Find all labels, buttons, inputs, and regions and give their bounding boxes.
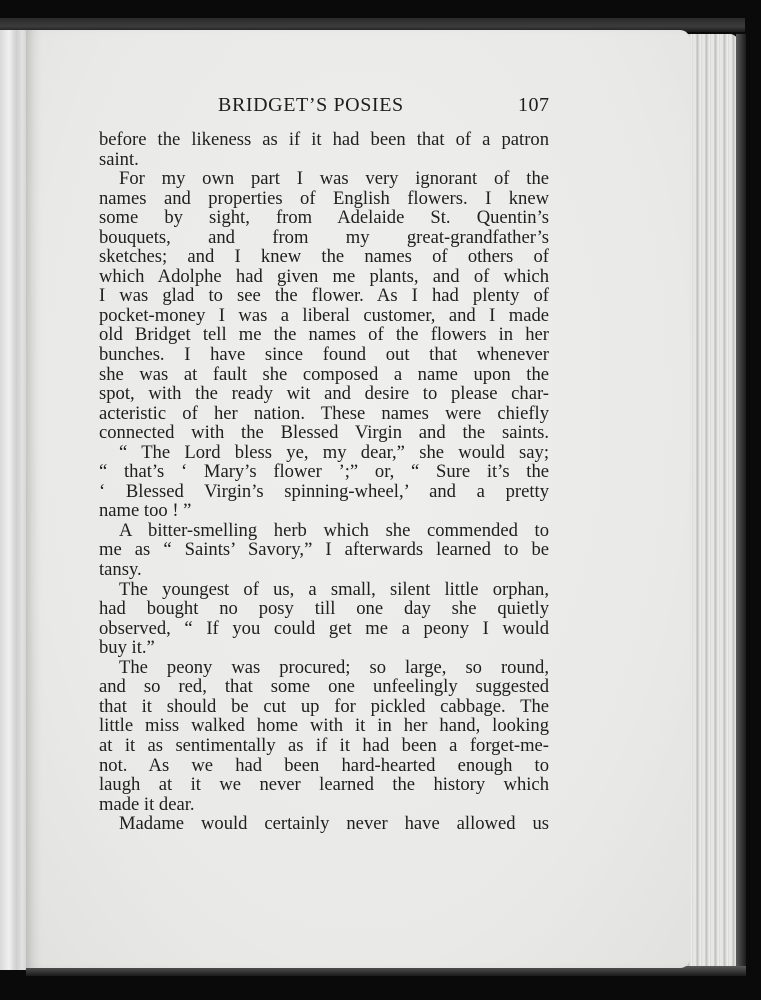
text-line: which Adolphe had given me plants, and of which [99,265,549,287]
text-line: at it as sentimentally as if it had been a forget-me- [99,734,549,756]
text-line: not. As we had been hard-hearted enough to [99,754,549,776]
text-line: old Bridget tell me the names of the flowers in her [99,324,549,346]
text-line: name too ! ” [99,500,192,522]
text-line: bouquets, and from my great-grandfather’s [99,226,549,248]
text-line: tansy. [99,559,142,581]
running-head [0,94,761,118]
text-line: names and properties of English flowers. I knew [99,187,549,209]
text-line: connected with the Blessed Virgin and the saints. [99,422,549,444]
text-line: had bought no posy till one day she quietly [99,598,549,620]
text-line: For my own part I was very ignorant of the [119,168,549,190]
text-line: A bitter-smelling herb which she commended to [119,519,549,541]
text-line: bunches. I have since found out that whenever [99,344,549,366]
text-line: buy it.” [99,637,155,659]
text-line: some by sight, from Adelaide St. Quentin’s [99,207,549,229]
text-line: I was glad to see the flower. As I had plenty of [99,285,549,307]
running-title: BRIDGET’S POSIES [218,94,404,116]
text-line: pocket-money I was a liberal customer, and I made [99,304,549,326]
text-line: me as “ Saints’ Savory,” I afterwards learned to be [99,539,549,561]
text-line: and so red, that some one unfeelingly suggested [99,676,549,698]
text-line: The peony was procured; so large, so round, [119,656,549,678]
text-line: “ that’s ‘ Mary’s flower ’;” or, “ Sure it’s the [99,461,549,483]
text-line: saint. [99,148,139,170]
text-line: little miss walked home with it in her hand, looking [99,715,549,737]
text-line: acteristic of her nation. These names were chiefly [99,402,549,424]
text-line: Madame would certainly never have allowed us [119,813,549,835]
text-line: ‘ Blessed Virgin’s spinning-wheel,’ and a pretty [99,480,549,502]
body-text [99,130,549,834]
text-line: that it should be cut up for pickled cabbage. The [99,695,549,717]
book-fore-edge-pages [684,34,738,970]
text-line: made it dear. [99,793,195,815]
text-line: before the likeness as if it had been that of a patron [99,129,549,150]
text-line: laugh at it we never learned the history which [99,774,549,796]
page-number: 107 [518,94,550,116]
text-line: spot, with the ready wit and desire to please char- [99,383,549,405]
text-line: she was at fault she composed a name upon the [99,363,549,385]
text-line: The youngest of us, a small, silent little orphan, [119,578,549,600]
text-line: “ The Lord bless ye, my dear,” she would say; [119,441,549,463]
text-line: sketches; and I knew the names of others of [99,246,549,268]
text-line: observed, “ If you could get me a peony I would [99,617,549,639]
